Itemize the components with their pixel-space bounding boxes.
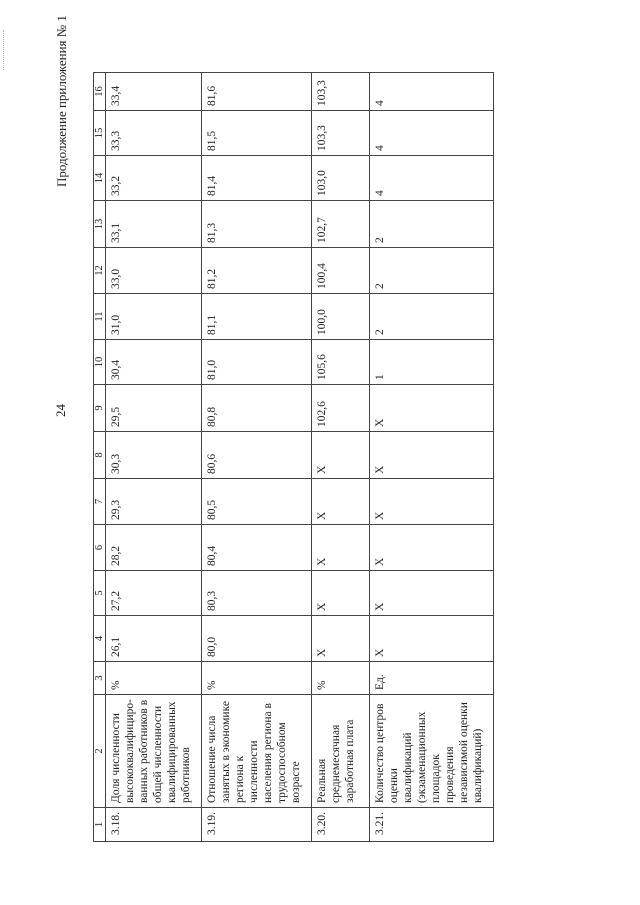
header-cell: 1 [94,808,106,842]
table-row [370,73,494,842]
header-cell: 8 [94,432,106,479]
header-cell: 12 [94,248,106,294]
header-cell: 5 [94,571,106,616]
value-cell: 80,4 [202,525,312,571]
table-header-row [94,73,106,842]
value-cell: 33,0 [106,248,202,294]
value-cell: X [370,385,494,432]
value-cell: 102,7 [312,201,370,248]
header-cell: 13 [94,201,106,248]
header-cell: 15 [94,111,106,156]
table-row [202,73,312,842]
value-cell: 30,4 [106,340,202,385]
row-indicator-name: Доля численности высококвалифициро-ванных работников в общей численности квалифицированных работников [106,695,202,808]
row-code: 3.18. [106,808,202,842]
value-cell: X [370,571,494,616]
header-cell: 11 [94,294,106,340]
value-cell: 2 [370,294,494,340]
header-cell: 14 [94,156,106,201]
value-cell: 81,1 [202,294,312,340]
value-cell: 30,3 [106,432,202,479]
value-cell: 27,2 [106,571,202,616]
row-unit: % [202,662,312,695]
header-cell: 10 [94,340,106,385]
row-unit: Ед. [370,662,494,695]
header-cell: 16 [94,73,106,111]
value-cell: 80,8 [202,385,312,432]
value-cell: 80,0 [202,616,312,662]
row-unit: % [106,662,202,695]
header-cell: 4 [94,616,106,662]
table-row [312,73,370,842]
row-code: 3.20. [312,808,370,842]
value-cell: 2 [370,201,494,248]
value-cell: 80,6 [202,432,312,479]
table-row [106,73,202,842]
value-cell: X [312,571,370,616]
row-unit: % [312,662,370,695]
appendix-heading: Продолжение приложения № 1 [54,15,69,187]
row-code: 3.19. [202,808,312,842]
value-cell: 33,1 [106,201,202,248]
header-cell: 3 [94,662,106,695]
value-cell: 81,6 [202,73,312,111]
value-cell: 33,4 [106,73,202,111]
value-cell: 26,1 [106,616,202,662]
value-cell: 2 [370,248,494,294]
value-cell: 81,2 [202,248,312,294]
header-cell: 2 [94,695,106,808]
header-cell: 9 [94,385,106,432]
row-indicator-name: Отношение числа занятых в экономике региона к численности населения региона в трудоспособном возрасте [202,695,312,808]
value-cell: 103,0 [312,156,370,201]
value-cell: X [312,479,370,525]
value-cell: 28,2 [106,525,202,571]
value-cell: 81,4 [202,156,312,201]
value-cell: 31,0 [106,294,202,340]
value-cell: 4 [370,111,494,156]
value-cell: X [312,525,370,571]
value-cell: X [370,525,494,571]
indicator-table [93,72,494,842]
value-cell: 80,3 [202,571,312,616]
value-cell: 80,5 [202,479,312,525]
value-cell: 105,6 [312,340,370,385]
value-cell: 81,3 [202,201,312,248]
value-cell: X [370,616,494,662]
header-cell: 6 [94,525,106,571]
value-cell: 103,3 [312,73,370,111]
value-cell: 102,6 [312,385,370,432]
value-cell: X [312,432,370,479]
value-cell: 33,3 [106,111,202,156]
value-cell: 81,0 [202,340,312,385]
value-cell: 33,2 [106,156,202,201]
value-cell: 103,3 [312,111,370,156]
value-cell: 29,3 [106,479,202,525]
value-cell: 100,4 [312,248,370,294]
page-number: 24 [53,404,68,417]
value-cell: 1 [370,340,494,385]
value-cell: 100,0 [312,294,370,340]
value-cell: 4 [370,73,494,111]
header-cell: 7 [94,479,106,525]
row-indicator-name: Количество центров оценки квалификаций (экзаменационных площадок проведения независимой оценки квалификаций) [370,695,494,808]
value-cell: X [370,479,494,525]
value-cell: 81,5 [202,111,312,156]
value-cell: 4 [370,156,494,201]
value-cell: X [312,616,370,662]
row-code: 3.21. [370,808,494,842]
row-indicator-name: Реальная среднемесячная заработная плата [312,695,370,808]
value-cell: 29,5 [106,385,202,432]
value-cell: X [370,432,494,479]
